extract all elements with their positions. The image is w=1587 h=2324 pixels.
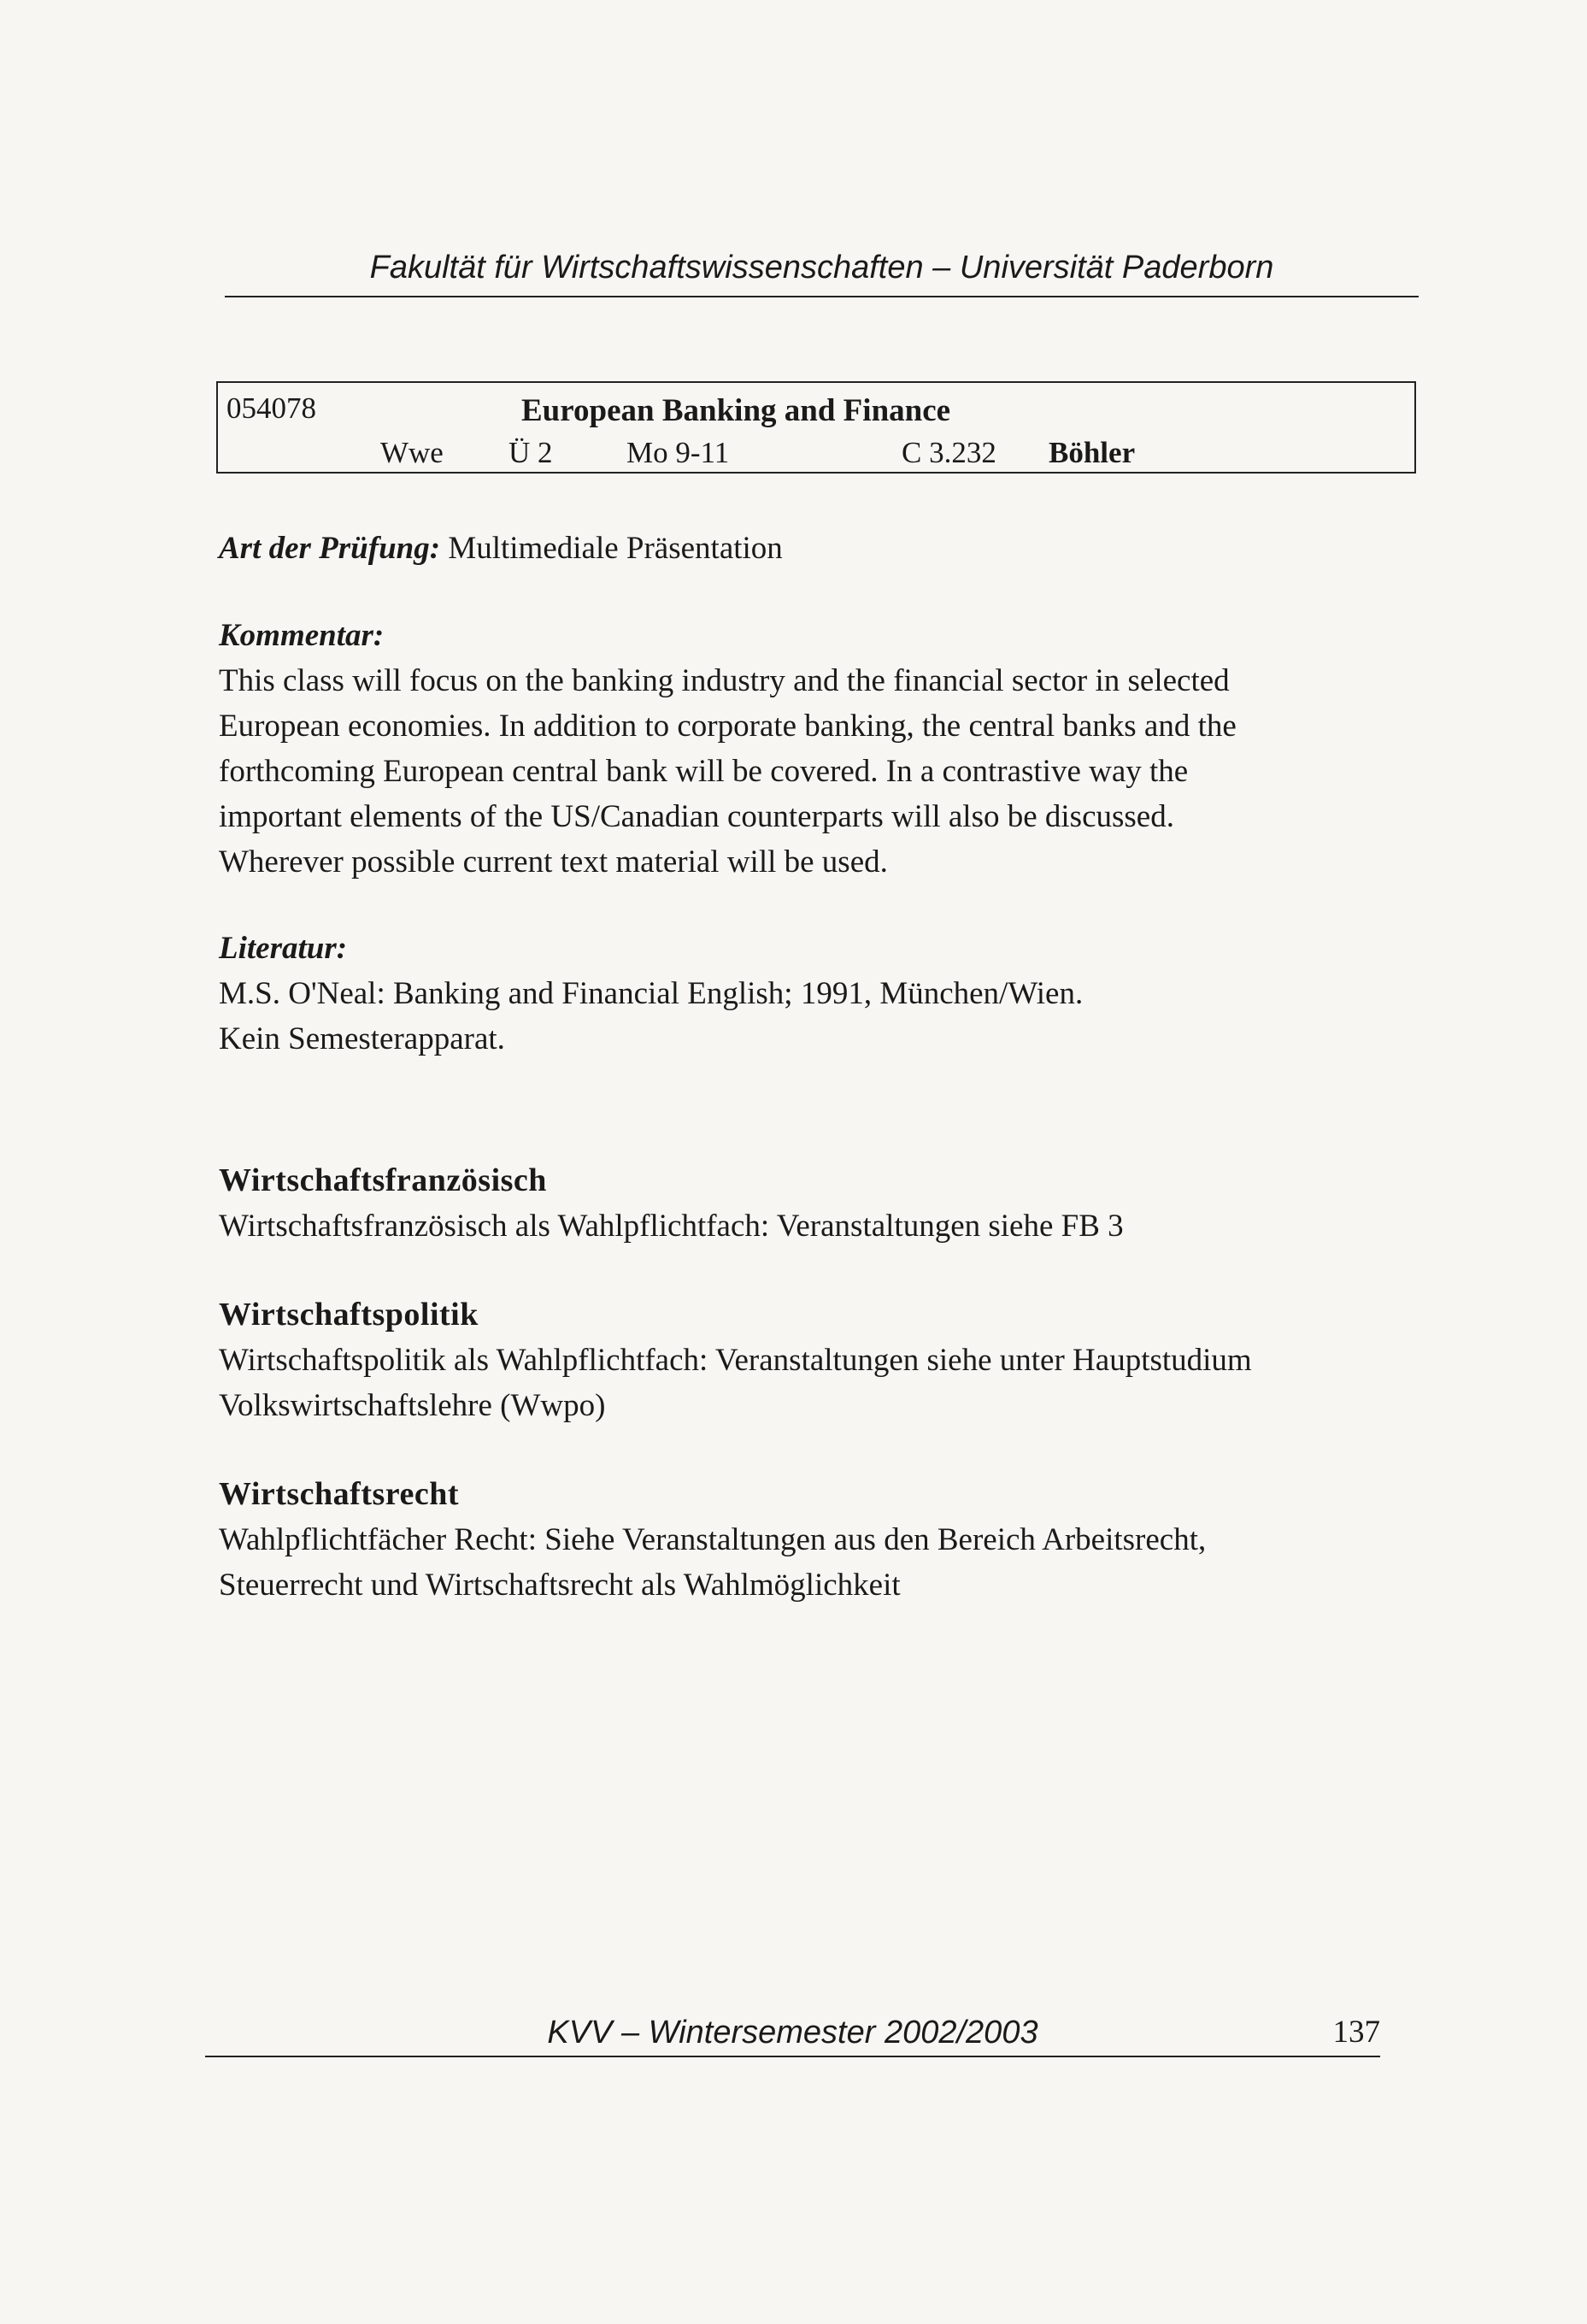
page-number: 137 — [1332, 2015, 1380, 2050]
course-title: European Banking and Finance — [521, 393, 951, 428]
course-code: Wwe — [380, 436, 444, 469]
exam-value: Multimediale Präsentation — [448, 531, 783, 566]
exam-type — [219, 526, 1415, 571]
course-number: 054078 — [226, 391, 316, 425]
literature-line: Kein Semesterapparat. — [219, 1021, 505, 1056]
section-line: Volkswirtschaftslehre (Wwpo) — [219, 1388, 606, 1423]
section-line: Wirtschaftspolitik als Wahlpflichtfach: Veranstaltungen siehe unter Hauptstudium — [219, 1343, 1252, 1378]
comment-line: Wherever possible current text material will be used. — [219, 844, 888, 880]
comment-line: This class will focus on the banking industry and the financial sector in selected — [219, 663, 1230, 698]
running-footer — [205, 2013, 1380, 2057]
section-line: Steuerrecht und Wirtschaftsrecht als Wahlmöglichkeit — [219, 1568, 901, 1603]
course-room: C 3.232 — [902, 436, 996, 469]
comment-line: important elements of the US/Canadian counterparts will also be discussed. — [219, 799, 1174, 834]
running-header-title: Fakultät für Wirtschaftswissenschaften – Universität Paderborn — [369, 250, 1274, 285]
section-wirtschaftspolitik — [219, 1292, 1415, 1428]
comment-line: European economies. In addition to corporate banking, the central banks and the — [219, 709, 1237, 744]
exam-label: Art der Prüfung: — [219, 531, 441, 566]
course-info-box — [216, 381, 1416, 474]
course-time: Mo 9-11 — [626, 436, 730, 469]
running-header — [225, 248, 1419, 297]
footer-title: KVV – Wintersemester 2002/2003 — [547, 2015, 1038, 2050]
section-line: Wirtschaftsfranzösisch als Wahlpflichtfach: Veranstaltungen siehe FB 3 — [219, 1209, 1124, 1244]
course-type: Ü 2 — [508, 436, 553, 469]
footer-rule — [205, 2056, 1380, 2057]
section-heading: Wirtschaftsrecht — [219, 1476, 459, 1512]
section-heading: Wirtschaftspolitik — [219, 1297, 479, 1333]
section-heading: Wirtschaftsfranzösisch — [219, 1162, 547, 1198]
comment-section — [219, 613, 1415, 885]
course-lecturer: Böhler — [1049, 436, 1136, 469]
section-wirtschaftsrecht — [219, 1472, 1415, 1608]
comment-line: forthcoming European central bank will be covered. In a contrastive way the — [219, 754, 1189, 789]
literature-label: Literatur: — [219, 931, 348, 966]
literature-section — [219, 926, 1415, 1062]
literature-line: M.S. O'Neal: Banking and Financial English; 1991, München/Wien. — [219, 976, 1084, 1011]
section-wirtschaftsfranzoesisch — [219, 1158, 1415, 1249]
comment-label: Kommentar: — [219, 618, 385, 653]
header-rule — [225, 296, 1419, 297]
section-line: Wahlpflichtfächer Recht: Siehe Veranstaltungen aus den Bereich Arbeitsrecht, — [219, 1522, 1207, 1557]
